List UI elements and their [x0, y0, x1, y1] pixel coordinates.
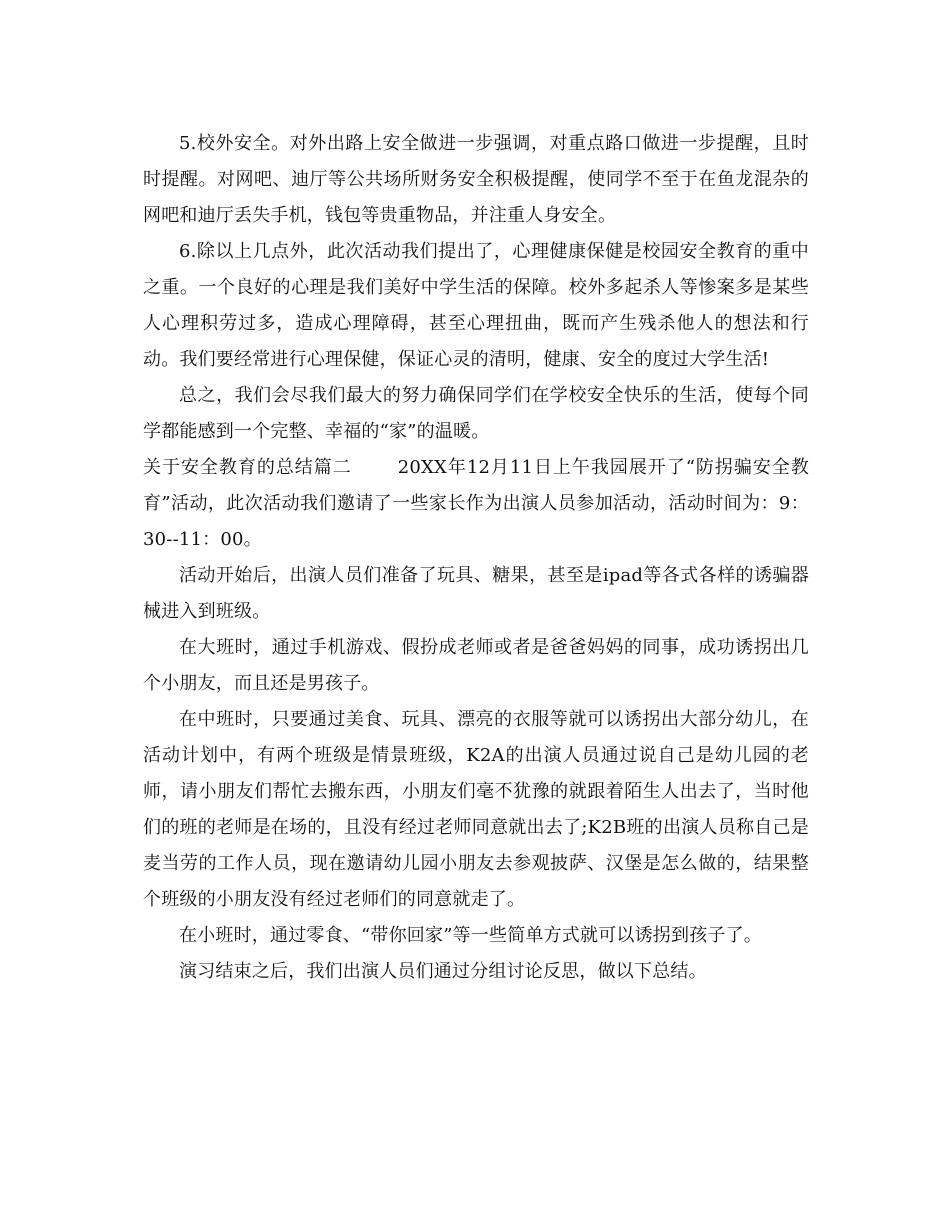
document-body — [143, 126, 809, 990]
section-title: 关于安全教育的总结篇二 — [143, 457, 352, 478]
paragraph-mental-health: 6.除以上几点外，此次活动我们提出了，心理健康保健是校园安全教育的重中之重。一个良好的心理是我们美好中学生活的保障。校外多起杀人等惨案多是某些人心理积劳过多，造成心理障碍，甚至心理扭曲，既而产生残杀他人的想法和行动。我们要经常进行心理保健，保证心灵的清明，健康、安全的度过大学生活! — [143, 241, 809, 370]
paragraph-activity-start: 活动开始后，出演人员们准备了玩具、糖果，甚至是ipad等各式各样的诱骗器械进入到班级。 — [143, 565, 809, 622]
paragraph-junior-class: 在小班时，通过零食、“带你回家”等一些简单方式就可以诱拐到孩子了。 — [179, 925, 763, 946]
paragraph-off-campus-safety: 5.校外安全。对外出路上安全做进一步强调，对重点路口做进一步提醒，且时时提醒。对网吧、迪厅等公共场所财务安全积极提醒，使同学不至于在鱼龙混杂的网吧和迪厅丢失手机，钱包等贵重物品，并注重人身安全。 — [143, 133, 809, 226]
paragraph-drill-summary: 演习结束之后，我们出演人员们通过分组讨论反思，做以下总结。 — [179, 961, 707, 982]
section-intro-text: 20XX年12月11日上午我园展开了“防拐骗安全教育”活动，此次活动我们邀请了一些家长作为出演人员参加活动，活动时间为：9：30--11：00。 — [143, 457, 810, 550]
paragraph-senior-class: 在大班时，通过手机游戏、假扮成老师或者是爸爸妈妈的同事，成功诱拐出几个小朋友，而且还是男孩子。 — [143, 637, 809, 694]
paragraph-middle-class: 在中班时，只要通过美食、玩具、漂亮的衣服等就可以诱拐出大部分幼儿，在活动计划中，有两个班级是情景班级，K2A的出演人员通过说自己是幼儿园的老师，请小朋友们帮忙去搬东西，小朋友们毫不犹豫的就跟着陌生人出去了，当时他们的班的老师是在场的，且没有经过老师同意就出去了;K2B班的出演人员称自己是麦当劳的工作人员，现在邀请幼儿园小朋友去参观披萨、汉堡是怎么做的，结果整个班级的小朋友没有经过老师们的同意就走了。 — [143, 709, 809, 910]
paragraph-conclusion: 总之，我们会尽我们最大的努力确保同学们在学校安全快乐的生活，使每个同学都能感到一个完整、幸福的“家”的温暖。 — [143, 385, 809, 442]
section-intro-paragraph — [143, 450, 809, 558]
